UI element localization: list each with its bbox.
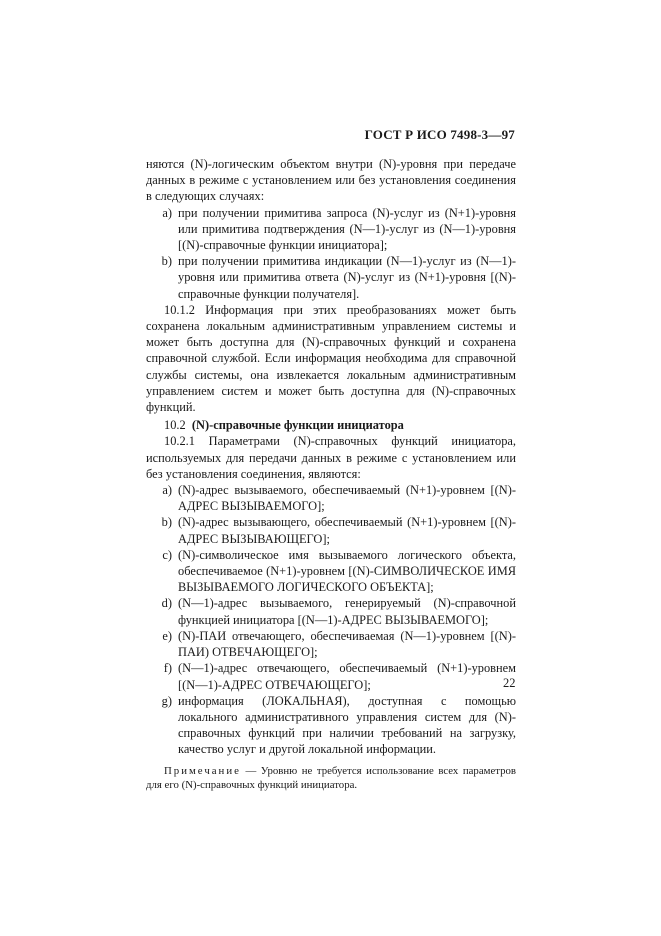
list-item-text: (N—1)-адрес вызываемого, генерируемый (N)-справочной функцией инициатора [(N—1)-АДРЕС ВЫЗЫВАЕМОГО]; — [178, 596, 516, 627]
list-item-label: a) — [162, 205, 172, 220]
list-item — [146, 253, 516, 302]
list-item — [146, 514, 516, 546]
paragraph-10-2-1: 10.2.1 Параметрами (N)-справочных функций инициатора, используемых для передачи данных в режиме с установлением или без установления соединения, являются: — [146, 434, 516, 481]
page-number: 22 — [503, 676, 516, 690]
list-item-label: f) — [163, 661, 172, 676]
list-item — [146, 595, 516, 627]
list-item — [146, 628, 516, 660]
list-item — [146, 693, 516, 758]
list-item-text: (N)-символическое имя вызываемого логического объекта, обеспечиваемое (N+1)-уровнем [(N)-СИМВОЛИЧЕСКОЕ ИМЯ ВЫЗЫВАЕМОГО ЛОГИЧЕСКОГО ОБЪЕКТА]; — [178, 547, 516, 595]
list-initiator-cases — [146, 205, 516, 302]
list-item-text: (N)-адрес вызывающего, обеспечиваемый (N+1)-уровнем [(N)-АДРЕС ВЫЗЫВАЮЩЕГО]; — [178, 515, 516, 546]
list-item — [146, 482, 516, 514]
list-item-label: b) — [161, 254, 172, 269]
list-item-text: при получении примитива индикации (N—1)-услуг из (N—1)-уровня или примитива ответа (N)-услуг из (N+1)-уровня [(N)-справочные функции получателя]. — [178, 254, 516, 301]
section-title: (N)-справочные функции инициатора — [191, 418, 404, 433]
list-item-text: (N)-ПАИ отвечающего, обеспечиваемая (N—1)-уровнем [(N)-ПАИ) ОТВЕЧАЮЩЕГО]; — [178, 628, 516, 660]
intro-paragraph: няются (N)-логическим объектом внутри (N)-уровня при передаче данных в режиме с установлением или без установления соединения в следующих случаях: — [146, 157, 516, 204]
list-item-text: (N)-адрес вызываемого, обеспечиваемый (N+1)-уровнем [(N)-АДРЕС ВЫЗЫВАЕМОГО]; — [178, 483, 516, 514]
list-item-text: при получении примитива запроса (N)-услуг из (N+1)-уровня или примитива подтверждения (N—1)-услуг из (N—1)-уровня [(N)-справочные функции инициатора]; — [178, 205, 516, 253]
list-item — [146, 547, 516, 596]
paragraph-10-1-2: 10.1.2 Информация при этих преобразованиях может быть сохранена локальным административным управлением системы и может быть доступна для (N)-справочных функций и сохранена справочной службой. Если информация необходима для справочной службы системы, она извлекается локальным административным управлением систем и может быть доступна для (N)-справочных функций. — [146, 302, 516, 415]
list-item-label: e) — [162, 628, 172, 643]
document-header: ГОСТ Р ИСО 7498-3—97 — [364, 127, 515, 142]
section-number: 10.2 — [164, 418, 186, 433]
list-item-label: g) — [161, 693, 172, 708]
note-text: — Уровню не требуется использование всех параметров для его (N)-справочных функций инициатора. — [146, 764, 516, 791]
note-label: Примечание — [164, 764, 241, 777]
note — [146, 764, 516, 792]
list-item-label: b) — [161, 515, 172, 530]
list-parameters — [146, 482, 516, 757]
list-item-label: a) — [162, 483, 172, 498]
page-body — [146, 156, 516, 802]
list-item — [146, 660, 516, 692]
section-heading — [146, 417, 516, 433]
list-item-text: информация (ЛОКАЛЬНАЯ), доступная с помощью локального административного управления систем для (N)-справочных функций при наличии требований на загрузку, качество услуг и другой локальной информации. — [178, 693, 516, 757]
list-item — [146, 205, 516, 254]
list-item-label: d) — [161, 596, 172, 611]
list-item-text: (N—1)-адрес отвечающего, обеспечиваемый (N+1)-уровнем [(N—1)-АДРЕС ОТВЕЧАЮЩЕГО]; — [178, 661, 516, 692]
list-item-label: c) — [162, 547, 172, 562]
